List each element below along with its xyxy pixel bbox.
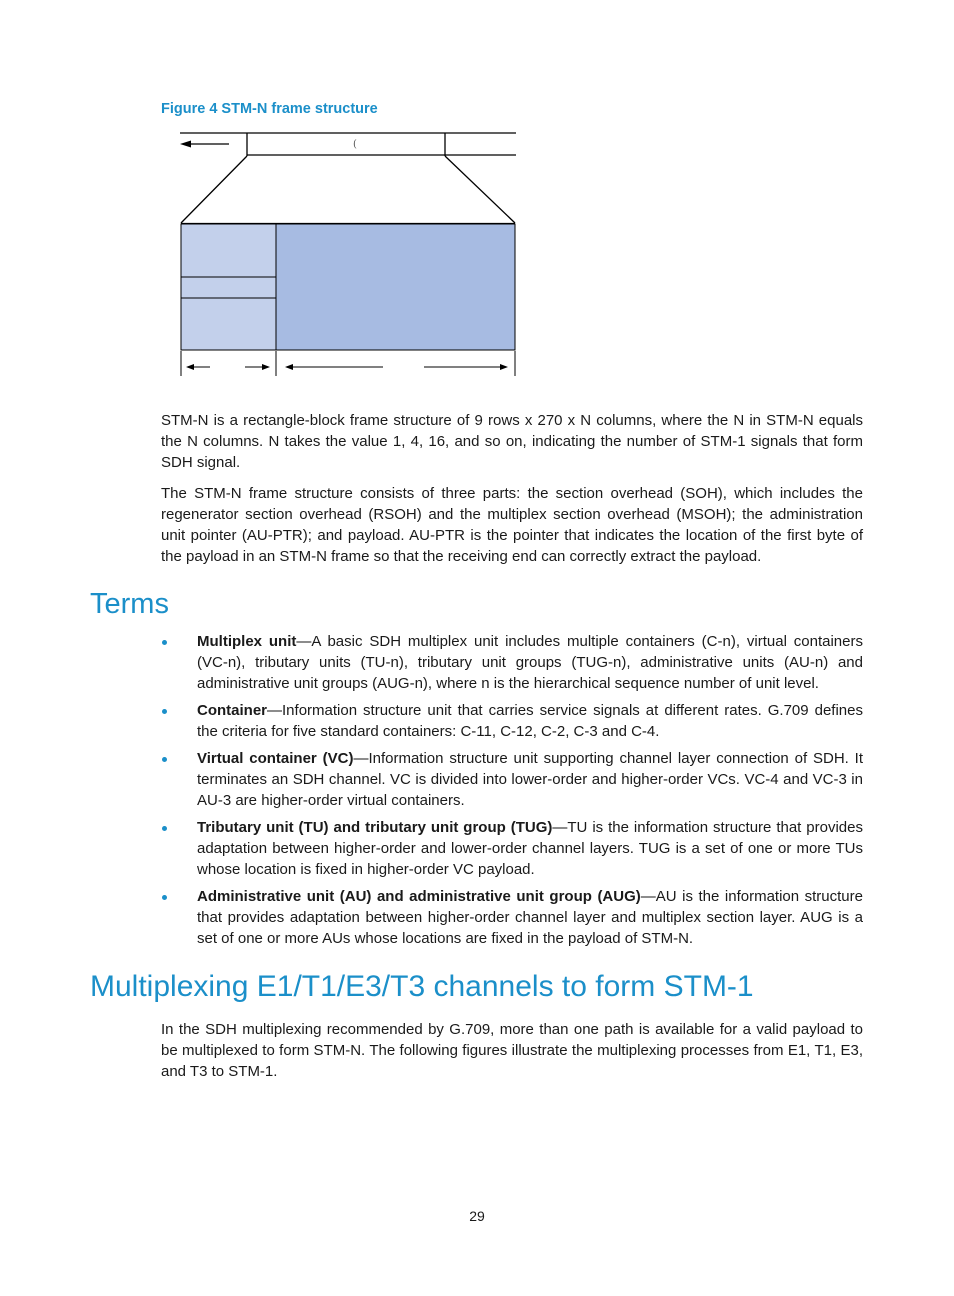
msoh-block xyxy=(181,298,276,350)
bullet-icon xyxy=(162,640,167,645)
term-label: Administrative unit (AU) and administrative unit group (AUG) xyxy=(197,888,641,905)
list-item xyxy=(161,631,863,694)
list-item xyxy=(161,817,863,880)
page-number: 29 xyxy=(469,1208,485,1224)
soh-dim-arrowhead-right xyxy=(262,364,270,370)
left-arrow-head xyxy=(180,141,191,148)
expand-right-line xyxy=(445,156,515,223)
frame-description-paragraph: STM-N is a rectangle-block frame structure of 9 rows x 270 x N columns, where the N in STM-N equals the N columns. N takes the value 1, 4, 16, and so on, indicating the number of STM-1 signals that form SDH signal. xyxy=(161,412,863,471)
stm-n-frame-diagram xyxy=(0,0,954,390)
strip-glyph: ( xyxy=(353,139,357,150)
term-label: Tributary unit (TU) and tributary unit group (TUG) xyxy=(197,819,553,836)
payload-block xyxy=(276,224,515,350)
payload-dim-arrowhead-left xyxy=(285,364,293,370)
term-description: —TU is the information structure that provides adaptation between higher-order and lower-order channel layers. TUG is a set of one or more TUs whose location is fixed in higher-order VC payload. xyxy=(197,819,863,878)
term-label: Virtual container (VC) xyxy=(197,750,354,767)
soh-dim-arrowhead-left xyxy=(186,364,194,370)
multiplexing-heading: Multiplexing E1/T1/E3/T3 channels to form STM-1 xyxy=(90,970,754,1003)
term-description: —Information structure unit supporting channel layer connection of SDH. It terminates an SDH channel. VC is divided into lower-order and higher-order VCs. VC-4 and VC-3 in AU-3 are higher-order virtual containers. xyxy=(197,750,863,809)
bullet-icon xyxy=(162,826,167,831)
term-description: —AU is the information structure that provides adaptation between higher-order channel layer and multiplex section layer. AUG is a set of one or more AUs whose locations are fixed in the payload of STM-N. xyxy=(197,888,863,947)
rsoh-block xyxy=(181,224,276,277)
au-ptr-block xyxy=(181,277,276,298)
terms-heading: Terms xyxy=(90,588,169,620)
term-description: —Information structure unit that carries service signals at different rates. G.709 defines the criteria for five standard containers: C-11, C-12, C-2, C-3 and C-4. xyxy=(197,702,863,740)
figure-caption: Figure 4 STM-N frame structure xyxy=(161,101,378,117)
list-item xyxy=(161,886,863,949)
bullet-icon xyxy=(162,895,167,900)
frame-parts-paragraph: The STM-N frame structure consists of three parts: the section overhead (SOH), which includes the regenerator section overhead (RSOH) and the multiplex section overhead (MSOH); the administration unit pointer (AU-PTR); and payload. AU-PTR is the pointer that indicates the location of the first byte of the payload in an STM-N frame so that the receiving end can correctly extract the payload. xyxy=(161,485,863,565)
bullet-icon xyxy=(162,709,167,714)
term-label: Container xyxy=(197,702,268,719)
terms-list xyxy=(161,631,863,955)
bullet-icon xyxy=(162,757,167,762)
list-item xyxy=(161,700,863,742)
term-label: Multiplex unit xyxy=(197,633,297,650)
expand-left-line xyxy=(181,156,247,223)
payload-dim-arrowhead-right xyxy=(500,364,508,370)
term-description: —A basic SDH multiplex unit includes multiple containers (C-n), virtual containers (VC-n), tributary units (TU-n), tributary unit groups (TUG-n), administrative units (AU-n) and administrative unit groups (AUG-n), where n is the hierarchical sequence number of unit level. xyxy=(197,633,863,692)
list-item xyxy=(161,748,863,811)
multiplexing-paragraph: In the SDH multiplexing recommended by G.709, more than one path is available for a valid payload to be multiplexed to form STM-N. The following figures illustrate the multiplexing processes from E1, T1, E3, and T3 to STM-1. xyxy=(161,1021,863,1080)
